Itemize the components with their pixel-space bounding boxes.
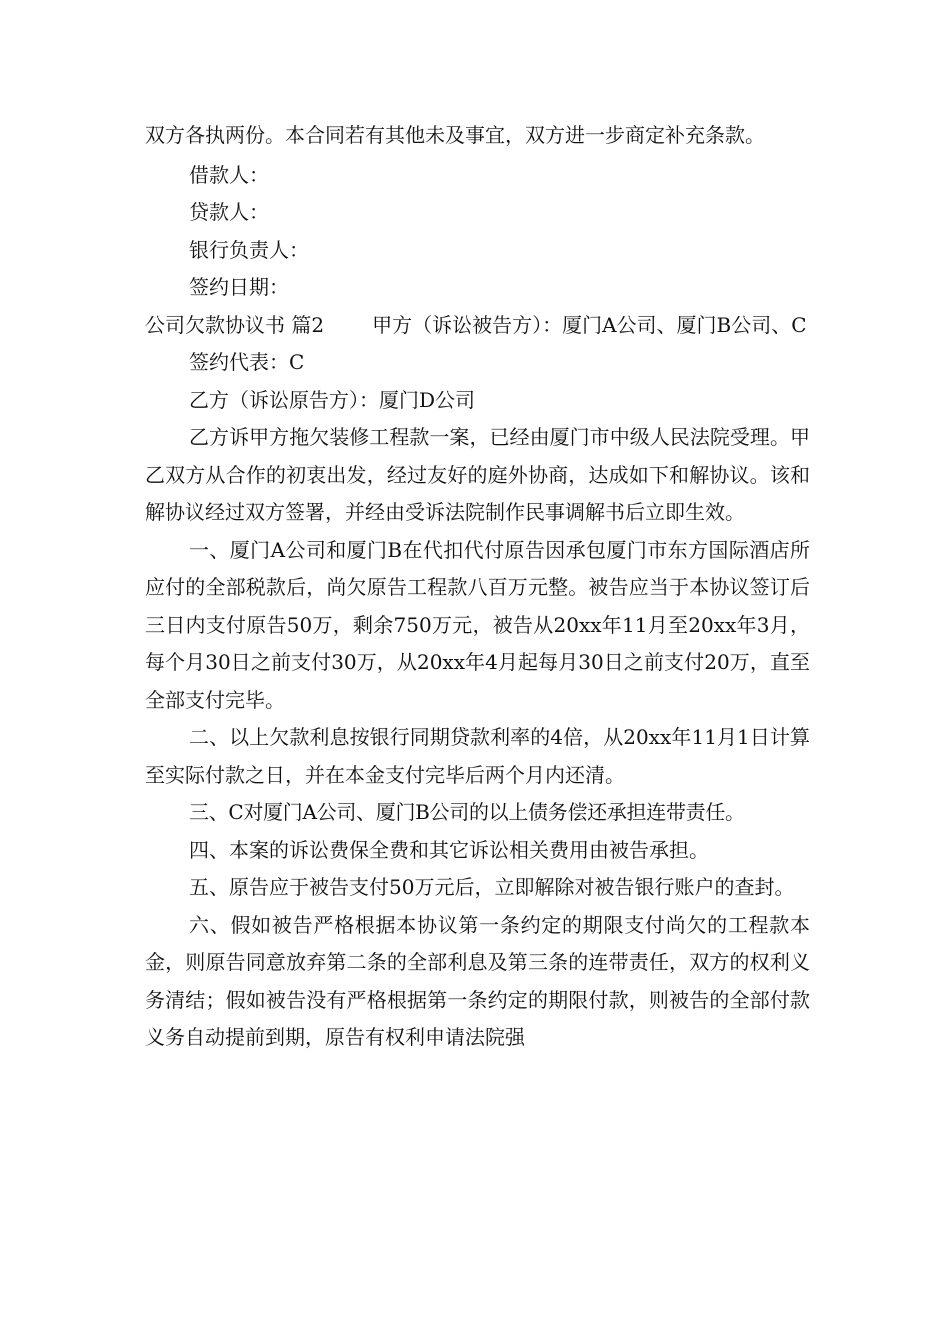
lender-signature: 贷款人： (189, 200, 269, 224)
section-heading: 公司欠款协议书 篇2 (145, 312, 325, 337)
party-a: 甲方（诉讼被告方）：厦门A公司、厦门B公司、C (372, 312, 807, 337)
clause-1: 一、厦门A公司和厦门B在代扣代付原告因承包厦门市东方国际酒店所应付的全部税款后，尚欠原告工程款八百万元整。被告应当于本协议签订后三日内支付原告50万，剩余750万元，被告从20xx年11月至20xx年3月，每个月30日之前支付30万，从20xx年4月起每月30日之前支付20万，直至全部支付完毕。 (145, 537, 810, 712)
clause-4: 四、本案的诉讼费保全费和其它诉讼相关费用由被告承担。 (189, 837, 709, 862)
party-b: 乙方（诉讼原告方）：厦门D公司 (189, 387, 476, 412)
clause-3: 三、C对厦门A公司、厦门B公司的以上债务偿还承担连带责任。 (189, 800, 745, 824)
representative: 签约代表：C (189, 350, 305, 374)
sign-date: 签约日期： (189, 275, 289, 299)
clause-5: 五、原告应于被告支付50万元后，立即解除对被告银行账户的查封。 (189, 875, 795, 899)
clause-2: 二、以上欠款利息按银行同期贷款利率的4倍，从20xx年11月1日计算至实际付款之日，并在本金支付完毕后两个月内还清。 (145, 725, 810, 787)
borrower-signature: 借款人： (189, 162, 269, 187)
closing-paragraph: 双方各执两份。本合同若有其他未及事宜，双方进一步商定补充条款。 (145, 123, 765, 147)
bank-officer-signature: 银行负责人： (189, 237, 309, 262)
preamble-paragraph: 乙方诉甲方拖欠装修工程款一案，已经由厦门市中级人民法院受理。甲乙双方从合作的初衷出发，经过友好的庭外协商，达成如下和解协议。该和解协议经过双方签署，并经由受诉法院制作民事调解书后立即生效。 (145, 425, 810, 524)
clause-6: 六、假如被告严格根据本协议第一条约定的期限支付尚欠的工程款本金，则原告同意放弃第二条的全部利息及第三条的连带责任，双方的权利义务清结；假如被告没有严格根据第一条约定的期限付款，则被告的全部付款义务自动提前到期，原告有权利申请法院强 (145, 912, 810, 1049)
section-heading-block (145, 307, 810, 345)
document-body (145, 117, 810, 1057)
